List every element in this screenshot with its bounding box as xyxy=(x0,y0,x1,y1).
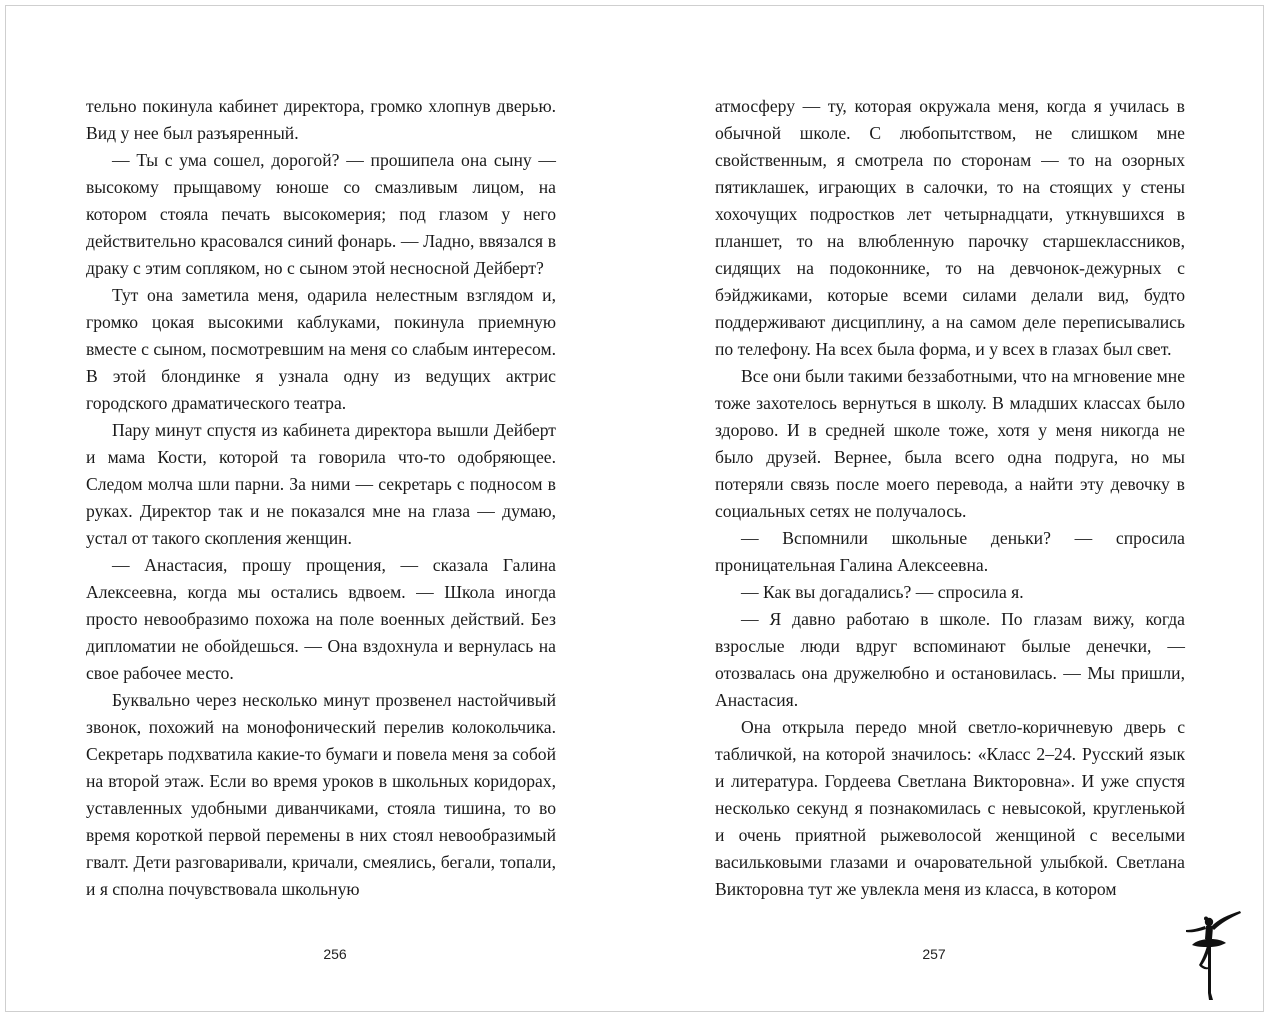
paragraph: Тут она заметила меня, одарила нелестным взглядом и, громко цокая высокими каблуками, покинула приемную вместе с сыном, посмотревшим на меня со слабым интересом. В этой блондинке я узнала одну из ведущих актрис городского драматического театра. xyxy=(86,285,556,413)
paragraph: Буквально через несколько минут прозвенел настойчивый звонок, похожий на монофонический перелив колокольчика. Секретарь подхватила какие-то бумаги и повела меня за собой на второй этаж. Если во время уроков в школьных коридорах, уставленных удобными диванчиками, стояла тишина, то во время короткой первой перемены в них стоял невообразимый гвалт. Дети разговаривали, кричали, смеялись, бегали, топали, и я сполна почувствовала школьную xyxy=(86,690,556,899)
paragraph: — Ты с ума сошел, дорогой? — прошипела она сыну — высокому прыщавому юноше со смазливым лицом, на котором стояла печать высокомерия; под глазом у него действительно красовался синий фонарь. — Ладно, ввязался в драку с этим сопляком, но с сыном этой несносной Дейберт? xyxy=(86,150,556,278)
paragraph: Она открыла передо мной светло-коричневую дверь с табличкой, на которой значилось: «Класс 2–24. Русский язык и литература. Гордеева Светлана Викторовна». И уже спустя несколько секунд я познакомилась с невысокой, кругленькой и очень приятной рыжеволосой женщиной с веселыми васильковыми глазами и очаровательной улыбкой. Светлана Викторовна тут же увлекла меня из класса, в котором xyxy=(715,717,1185,899)
paragraph: атмосферу — ту, которая окружала меня, когда я училась в обычной школе. С любопытством, не слишком мне свойственным, я смотрела по сторонам — то на озорных пятиклашек, играющих в салочки, то на стоящих у стены хохочущих подростков лет четырнадцати, уткнувшихся в планшет, то на влюбленную парочку старшеклассников, сидящих на подоконнике, то на девчонок-дежурных с бэйджиками, которые всеми силами делали вид, будто поддерживают дисциплину, а на самом деле переписывались по телефону. На всех была форма, и у всех в глазах был свет. xyxy=(715,96,1185,359)
right-page xyxy=(635,6,1263,1011)
ballerina-silhouette-icon xyxy=(1178,905,1248,1005)
right-page-text xyxy=(715,93,1185,903)
left-page xyxy=(6,6,634,1011)
page-number: 256 xyxy=(323,946,347,962)
paragraph: Все они были такими беззаботными, что на мгновение мне тоже захотелось вернуться в школу. В младших классах было здорово. И в средней школе тоже, хотя у меня никогда не было друзей. Вернее, была всего одна подруга, но мы потеряли связь после моего перевода, а найти эту девочку в социальных сетях не получалось. xyxy=(715,366,1185,521)
paragraph: — Как вы догадались? — спросила я. xyxy=(741,582,1024,602)
paragraph: — Вспомнили школьные деньки? — спросила проницательная Галина Алексеевна. xyxy=(715,528,1185,575)
left-page-text xyxy=(86,93,556,903)
book-spread xyxy=(5,5,1264,1012)
page-number: 257 xyxy=(922,946,946,962)
paragraph: — Я давно работаю в школе. По глазам вижу, когда взрослые люди вдруг вспоминают былые денечки, — отозвалась она дружелюбно и остановилась. — Мы пришли, Анастасия. xyxy=(715,609,1185,710)
paragraph: тельно покинула кабинет директора, громко хлопнув дверью. Вид у нее был разъяренный. xyxy=(86,96,556,143)
paragraph: Пару минут спустя из кабинета директора вышли Дейберт и мама Кости, которой та говорила что-то одобряющее. Следом молча шли парни. За ними — секретарь с подносом в руках. Директор так и не показался мне на глаза — думаю, устал от такого скопления женщин. xyxy=(86,420,556,548)
paragraph: — Анастасия, прошу прощения, — сказала Галина Алексеевна, когда мы остались вдвоем. — Школа иногда просто невообразимо похожа на поле военных действий. Без дипломатии не обойдешься. — Она вздохнула и вернулась на свое рабочее место. xyxy=(86,555,556,683)
